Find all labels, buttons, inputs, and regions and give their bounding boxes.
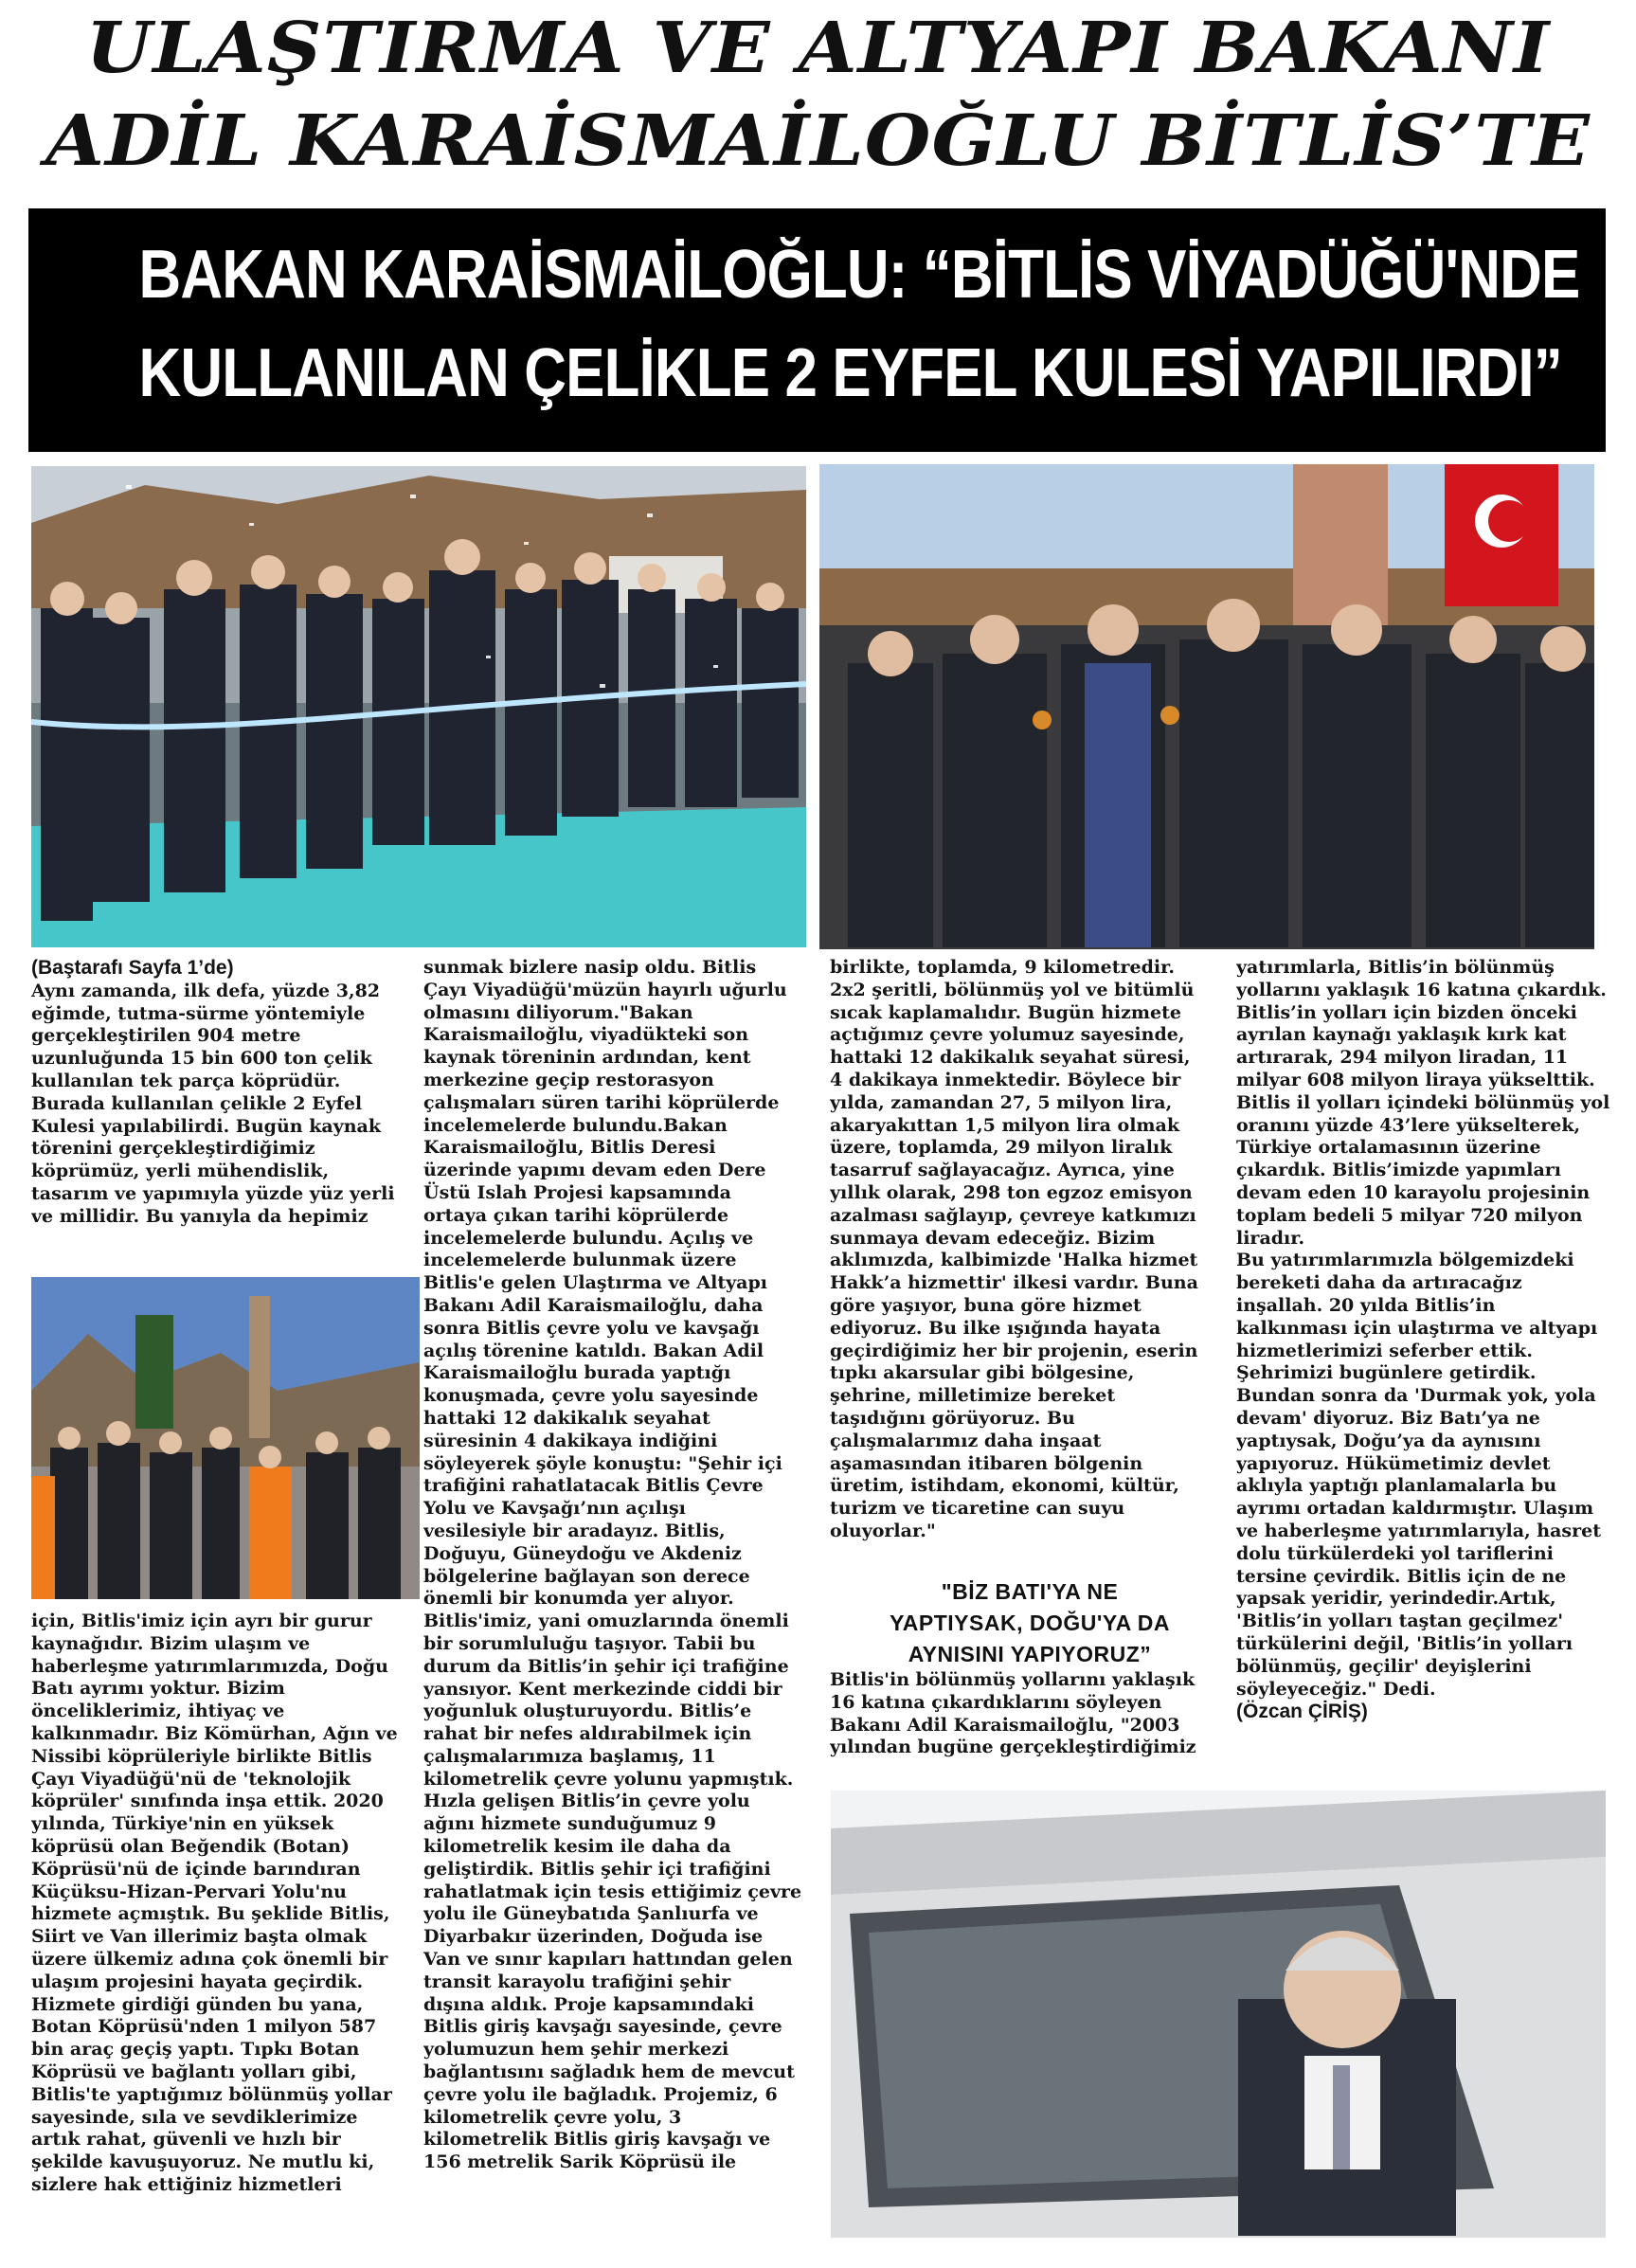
photo-minister-in-car [831, 1791, 1606, 2238]
photo-ribbon-cutting [31, 466, 806, 947]
article-column-3-continued: Bitlis'in bölünmüş yollarını yaklaşık 16 katına çıkardıklarını söyleyen Bakanı Adil Karaismailoğlu, "2003 yılından bugüne gerçekleştirdiğimiz [830, 1669, 1196, 1758]
subheadline-banner [28, 208, 1606, 452]
banner-line-2: KULLANILAN ÇELİKLE 2 EYFEL KULESİ YAPILIRDI” [138, 335, 1562, 411]
headline-line-1: ULAŞTIRMA VE ALTYAPI BAKANI [85, 8, 1551, 89]
article-kicker: (Baştarafı Sayfa 1’de) [31, 957, 234, 979]
article-column-4 [1236, 957, 1615, 1772]
headline-line-2: ADİL KARAİSMAİLOĞLU BİTLİS’TE [45, 100, 1591, 182]
article-column-3: birlikte, toplamda, 9 kilometredir. 2x2 şeritli, bölünmüş yol ve bitümlü sıcak kaplamalıdır. Bugün hizmete açtığımız çevre yolumuz sayesinde, hattaki 12 dakikalık seyahat süresi, 4 dakikaya inmektedir. Böylece bir yılda, zamandan 27, 5 milyon lira, akaryakıttan 1,5 milyon lira olmak üzere, toplamda, 29 milyon liralık tasarruf sağlayacağız. Ayrıca, yine yıllık olarak, 298 ton egzoz emisyon azalması sağlayıp, çevreye katkımızı sunmaya devam edeceğiz. Bizim aklımızda, kalbimizde 'Halka hizmet Hakk’a hizmettir' ilkesi vardır. Buna göre yaşıyor, buna göre hizmet ediyoruz. Bu ilke ışığında hayata geçirdiğimiz her bir projenin, eserin tıpkı akarsular gibi bölgesine, şehrine, milletimize bereket taşıdığını görüyoruz. Bu çalışmalarımız daha inşaat aşamasından itibaren bölgenin üretim, istihdam, ekonomi, kültür, turizm ve ticaretine can suyu oluyorlar." [830, 957, 1198, 1541]
photo-officials-group [819, 464, 1594, 949]
article-subheading: "BİZ BATI'YA NE YAPTIYSAK, DOĞU'YA DA AYNISINI YAPIYORUZ” [890, 1579, 1170, 1666]
photo-historic-town-walk [31, 1277, 420, 1599]
banner-line-1: BAKAN KARAİSMAİLOĞLU: “BİTLİS VİYADÜĞÜ'NDE [138, 237, 1580, 313]
article-column-2: sunmak bizlere nasip oldu. Bitlis Çayı Viyadüğü'müzün hayırlı uğurlu olmasını diliyorum."Bakan Karaismailoğlu, viyadükteki son kaynak töreninin ardından, kent merkezine geçip restorasyon çalışmaları süren tarihi köprülerde incelemelerde bulundu.Bakan Karaismailoğlu, Bitlis Deresi üzerinde yapımı devam eden Dere Üstü Islah Projesi kapsamında ortaya çıkan tarihi köprülerde incelemelerde bulundu. Açılış ve incelemelerde bulunmak üzere Bitlis'e gelen Ulaştırma ve Altyapı Bakanı Adil Karaismailoğlu, daha sonra Bitlis çevre yolu ve kavşağı açılış törenine katıldı. Bakan Adil Karaismailoğlu burada yaptığı konuşmada, çevre yolu sayesinde hattaki 12 dakikalık seyahat süresinin 4 dakikaya indiğini söyleyerek şöyle konuştu: "Şehir içi trafiğini rahatlatacak Bitlis Çevre Yolu ve Kavşağı’nın açılışı vesilesiyle bir aradayız. Bitlis, Doğuyu, Güneydoğu ve Akdeniz bölgelerine bağlayan son derece önemli bir konumda yer alıyor. Bitlis'imiz, yani omuzlarında önemli bir sorumluluğu taşıyor. Tabii bu durum da Bitlis’in şehir içi trafiğine yansıyor. Kent merkezinde ciddi bir yoğunluk oluşturuyordu. Bitlis’e rahat bir nefes aldırabilmek için çalışmalarımıza başlamış, 11 kilometrelik çevre yolunu yapmıştık. Hızla gelişen Bitlis’in çevre yolu ağını hizmete sunduğumuz 9 kilometrelik kesim ile daha da geliştirdik. Bitlis şehir içi trafiğini rahatlatmak için tesis ettiğimiz çevre yolu ile Güneybatıda Şanlıurfa ve Diyarbakır üzerinden, Doğuda ise Van ve sınır kapıları hattından gelen transit karayolu trafiğini şehir dışına aldık. Proje kapsamındaki Bitlis giriş kavşağı sayesinde, çevre yolumuzun hem şehir merkezi bağlantısını sağladık hem de mevcut çevre yolu ile bağladık. Projemiz, 6 kilometrelik çevre yolu, 3 kilometrelik Bitlis giriş kavşağı ve 156 metrelik Sarik Köprüsü ile [423, 957, 802, 2173]
article-column-1-top [31, 957, 415, 1269]
article-byline: (Özcan ÇİRİŞ) [1236, 1701, 1368, 1723]
article-column-1-top-text: Aynı zamanda, ilk defa, yüzde 3,82 eğimde, tutma-sürme yöntemiyle gerçekleştirilen 904 metre uzunluğunda 15 bin 600 ton çelik kullanılan tek parça köprüdür. Burada kullanılan çelikle 2 Eyfel Kulesi yapılabilirdi. Bugün kaynak törenini gerçekleştirdiğimiz köprümüz, yerli mühendislik, tasarım ve yapımıyla yüzde yüz yerli ve millidir. Bu yanıyla da hepimiz [31, 980, 395, 1227]
article-column-1-bottom: için, Bitlis'imiz için ayrı bir gurur kaynağıdır. Bizim ulaşım ve haberleşme yatırımlarımızda, Doğu Batı ayrımı yoktur. Bizim önceliklerimiz, ihtiyaç ve kalkınmadır. Biz Kömürhan, Ağın ve Nissibi köprüleriyle birlikte Bitlis Çayı Viyadüğü'nü de 'teknolojik köprüler' sınıfında inşa ettik. 2020 yılında, Türkiye'nin en yüksek köprüsü olan Beğendik (Botan) Köprüsü'nü de içinde barındıran Küçüksu-Hizan-Pervari Yolu'nu hizmete açmıştık. Bu şeklide Bitlis, Siirt ve Van illerimiz başta olmak üzere ülkemiz adına çok önemli bir ulaşım projesini hayata geçirdik. Hizmete girdiği günden bu yana, Botan Köprüsü'nden 1 milyon 587 bin araç geçiş yaptı. Tıpkı Botan Köprüsü ve bağlantı yolları gibi, Bitlis'te yaptığımız bölünmüş yollar sayesinde, sıla ve sevdiklerimize artık rahat, güvenli ve hızlı bir şekilde kavuşuyoruz. Ne mutlu ki, sizlere hak ettiğiniz hizmetleri [31, 1611, 398, 2195]
article-column-4-text: yatırımlarla, Bitlis’in bölünmüş yollarını yaklaşık 16 katına çıkardık. Bitlis’in yolları için bizden önceki ayrılan kaynağı yaklaşık kırk kat artırarak, 294 milyon liradan, 11 milyar 608 milyon liraya yükselttik. Bitlis il yolları içindeki bölünmüş yol oranını yüzde 43’lere yükselterek, Türkiye ortalamasının üzerine çıkardık. Bitlis’imizde yapımları devam eden 10 karayolu projesinin toplam bedeli 5 milyar 720 milyon liradır. Bu yatırımlarımızla bölgemizdeki bereketi daha da artıracağız inşallah. 20 yılda Bitlis’in kalkınması için ulaştırma ve altyapı hizmetlerimizi seferber ettik. Şehrimizi bugünlere getirdik. Bundan sonra da 'Durmak yok, yola devam' diyoruz. Biz Batı’ya ne yaptıysak, Doğu’ya da aynısını yapıyoruz. Hükümetimiz devlet aklıyla yaptığı planlamalarla bu ayrımı ortadan kaldırmıştır. Ulaşım ve haberleşme yatırımlarıyla, hasret dolu türkülerdeki yol tariflerini tersine çevirdik. Bitlis için de ne yapsak yeridir, yerindedir.Artık, 'Bitlis’in yolları taştan geçilmez' türkülerini değil, 'Bitlis’in yolları bölünmüş, geçilir' deyişlerini söyleyeceğiz." Dedi. [1236, 957, 1610, 1700]
